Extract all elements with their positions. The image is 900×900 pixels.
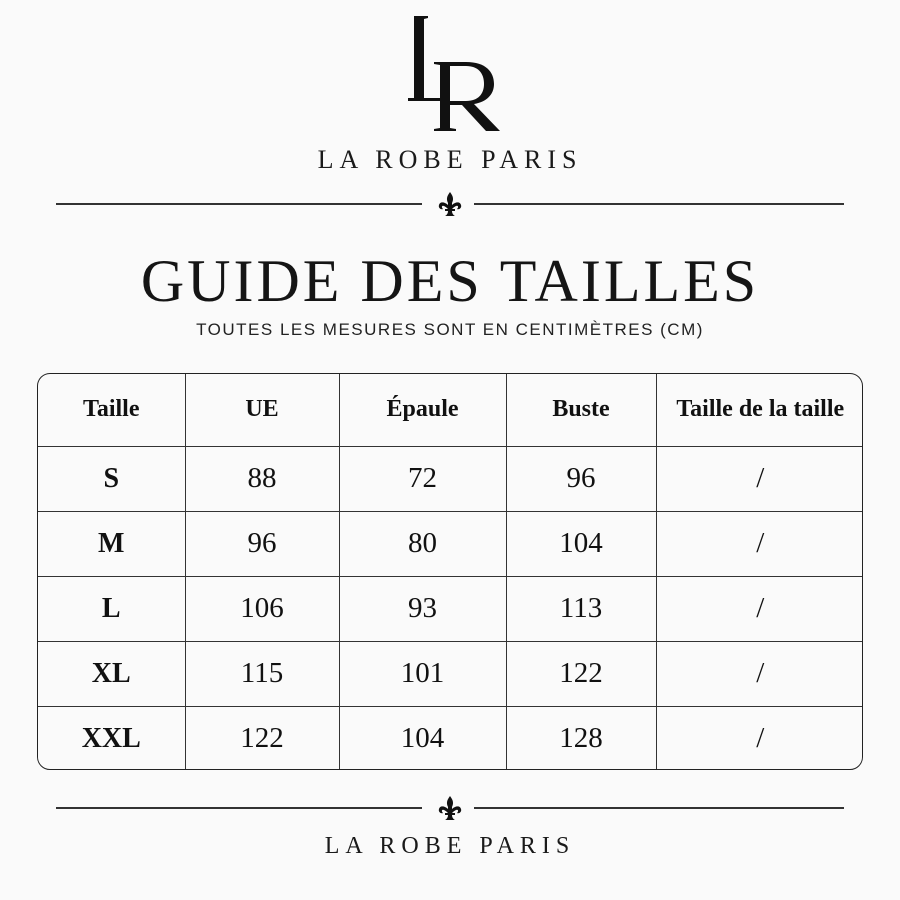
page-title: GUIDE DES TAILLES xyxy=(140,248,760,314)
column-header: Épaule xyxy=(339,374,506,446)
table-cell: 122 xyxy=(185,706,339,770)
table-cell: / xyxy=(656,576,863,641)
fleur-de-lis-icon xyxy=(436,190,464,218)
table-cell: 93 xyxy=(339,576,506,641)
table-cell: 115 xyxy=(185,641,339,706)
table-row xyxy=(38,706,863,770)
table-header-row xyxy=(38,374,863,446)
table-cell: 122 xyxy=(506,641,656,706)
column-header: Taille xyxy=(38,374,185,446)
table-cell: / xyxy=(756,722,765,755)
table-cell: 104 xyxy=(506,511,656,576)
lr-monogram-logo xyxy=(400,12,510,136)
column-header: Taille de la taille xyxy=(656,374,863,446)
size-table xyxy=(37,373,863,770)
column-header: Buste xyxy=(506,374,656,446)
divider-top xyxy=(56,193,844,215)
brand-name-top: LA ROBE PARIS xyxy=(317,145,583,174)
size-label: M xyxy=(38,511,185,576)
table-cell: / xyxy=(656,511,863,576)
table-cell: 104 xyxy=(339,706,506,770)
table-cell: / xyxy=(656,641,863,706)
table-cell: 72 xyxy=(339,446,506,511)
table-cell: 96 xyxy=(506,446,656,511)
divider-line xyxy=(474,203,844,205)
table-cell: 80 xyxy=(339,511,506,576)
size-label: XL xyxy=(38,641,185,706)
table-row xyxy=(38,641,863,706)
table-cell: 106 xyxy=(185,576,339,641)
brand-name-bottom: LA ROBE PARIS xyxy=(324,833,576,859)
table-cell: 88 xyxy=(185,446,339,511)
table-cell: 128 xyxy=(506,706,656,770)
table-row xyxy=(38,576,863,641)
divider-line xyxy=(474,807,844,809)
column-header: UE xyxy=(185,374,339,446)
table-cell: 101 xyxy=(339,641,506,706)
table-row xyxy=(38,511,863,576)
table-cell: / xyxy=(656,446,863,511)
table-cell: 113 xyxy=(506,576,656,641)
table-cell: 96 xyxy=(185,511,339,576)
divider-line xyxy=(56,203,422,205)
size-label: L xyxy=(38,576,185,641)
divider-bottom xyxy=(56,797,844,819)
size-label: S xyxy=(38,446,185,511)
size-label: XXL xyxy=(38,706,185,770)
page-subtitle: TOUTES LES MESURES SONT EN CENTIMÈTRES (CM) xyxy=(196,320,704,339)
fleur-de-lis-icon xyxy=(436,794,464,822)
divider-line xyxy=(56,807,422,809)
table-row xyxy=(38,446,863,511)
